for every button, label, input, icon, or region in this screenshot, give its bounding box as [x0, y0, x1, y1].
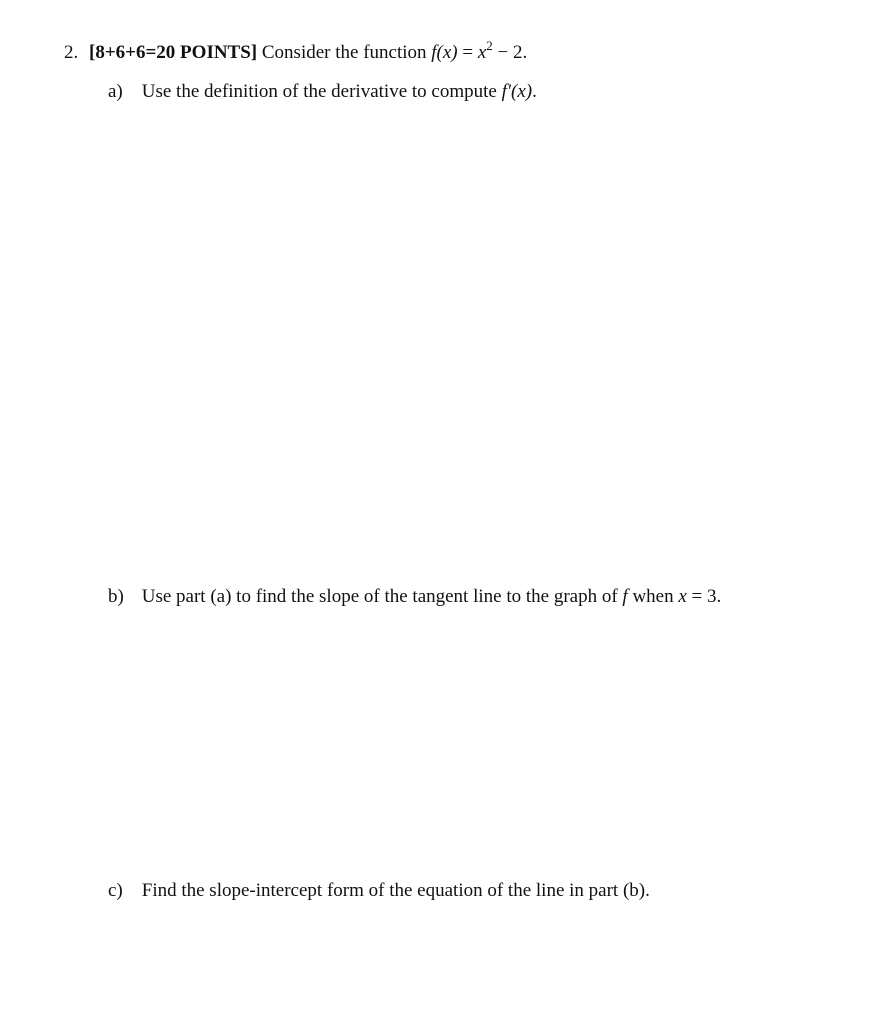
question-header: [64, 38, 528, 65]
part-c-text: Find the slope-intercept form of the equation of the line in part (b).: [141, 880, 650, 901]
part-b-function: f: [622, 586, 628, 607]
part-a-text: Use the definition of the derivative to compute: [141, 81, 497, 102]
function-definition: [431, 38, 528, 63]
part-a-math: f′(x): [501, 81, 533, 102]
function-name: f: [431, 42, 437, 63]
part-a-label: a): [108, 81, 123, 102]
exponent: 2: [486, 38, 493, 53]
part-b-condition: = 3.: [691, 586, 722, 607]
part-a: [108, 80, 537, 104]
part-c: [108, 879, 650, 903]
part-a-end: .: [532, 81, 537, 102]
part-b: [108, 585, 721, 609]
function-argument: (x): [436, 42, 458, 63]
points-label: [8+6+6=20 POINTS]: [89, 42, 258, 63]
question-number: 2.: [64, 42, 79, 63]
part-c-label: c): [108, 880, 123, 901]
function-variable: x: [477, 42, 487, 63]
question-intro: Consider the function: [261, 42, 427, 63]
part-b-label: b): [108, 586, 124, 607]
function-tail: − 2.: [497, 42, 528, 63]
part-b-when: when: [632, 586, 674, 607]
equals-sign: =: [462, 42, 474, 63]
part-b-variable: x: [678, 586, 687, 607]
part-b-text: Use part (a) to find the slope of the tangent line to the graph of: [141, 586, 618, 607]
